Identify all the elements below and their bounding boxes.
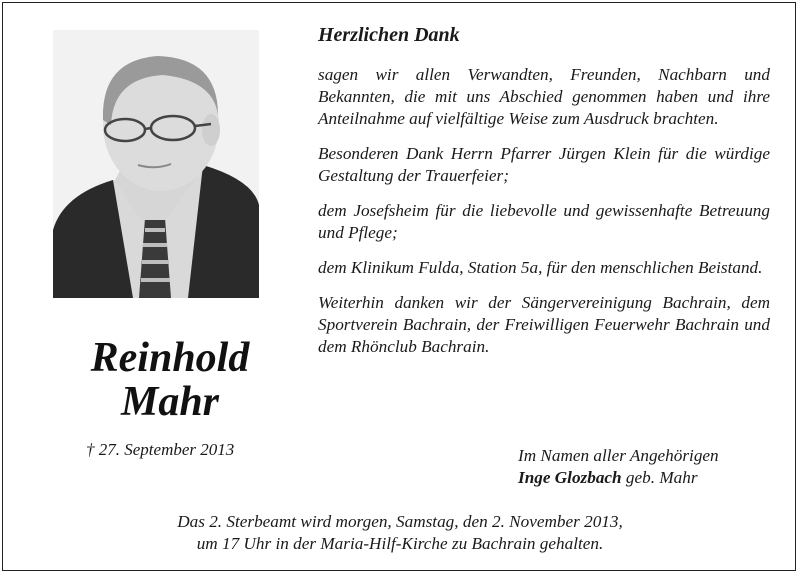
thanks-text: [318, 24, 770, 358]
funeral-line: Das 2. Sterbeamt wird morgen, Samstag, den 2. November 2013,: [177, 512, 623, 531]
thanks-paragraph: sagen wir allen Verwandten, Freunden, Nachbarn und Bekannten, die mit uns Abschied genommen haben und ihre Anteilnahme auf vielfältige Weise zum Ausdruck brachten.: [318, 65, 770, 128]
funeral-notice: [0, 511, 800, 555]
last-name: Mahr: [120, 379, 220, 425]
signature-line: Im Namen aller Angehörigen: [518, 446, 719, 465]
signer-name: Inge Glozbach: [518, 468, 622, 487]
thanks-paragraph: Besonderen Dank Herrn Pfarrer Jürgen Klein für die würdige Gestaltung der Trauerfeier;: [318, 144, 770, 185]
first-name: Reinhold: [90, 335, 250, 381]
portrait-photo: [53, 30, 259, 298]
signer-suffix: geb. Mahr: [625, 468, 698, 487]
death-date: † 27. September 2013: [86, 440, 235, 459]
thanks-paragraph: dem Klinikum Fulda, Station 5a, für den menschlichen Beistand.: [318, 258, 763, 277]
thanks-heading: Herzlichen Dank: [318, 24, 460, 46]
signature-name-line: [518, 467, 719, 489]
funeral-line: um 17 Uhr in der Maria-Hilf-Kirche zu Bachrain gehalten.: [196, 534, 604, 553]
thanks-paragraph: dem Josefsheim für die liebevolle und gewissenhafte Betreuung und Pflege;: [318, 201, 770, 242]
deceased-name: [60, 336, 280, 424]
signature-block: [518, 445, 719, 489]
thanks-paragraph: Weiterhin danken wir der Sängervereinigung Bachrain, dem Sportverein Bachrain, der Freiwilligen Feuerwehr Bachrain und dem Rhönclub Bachrain.: [318, 293, 770, 356]
